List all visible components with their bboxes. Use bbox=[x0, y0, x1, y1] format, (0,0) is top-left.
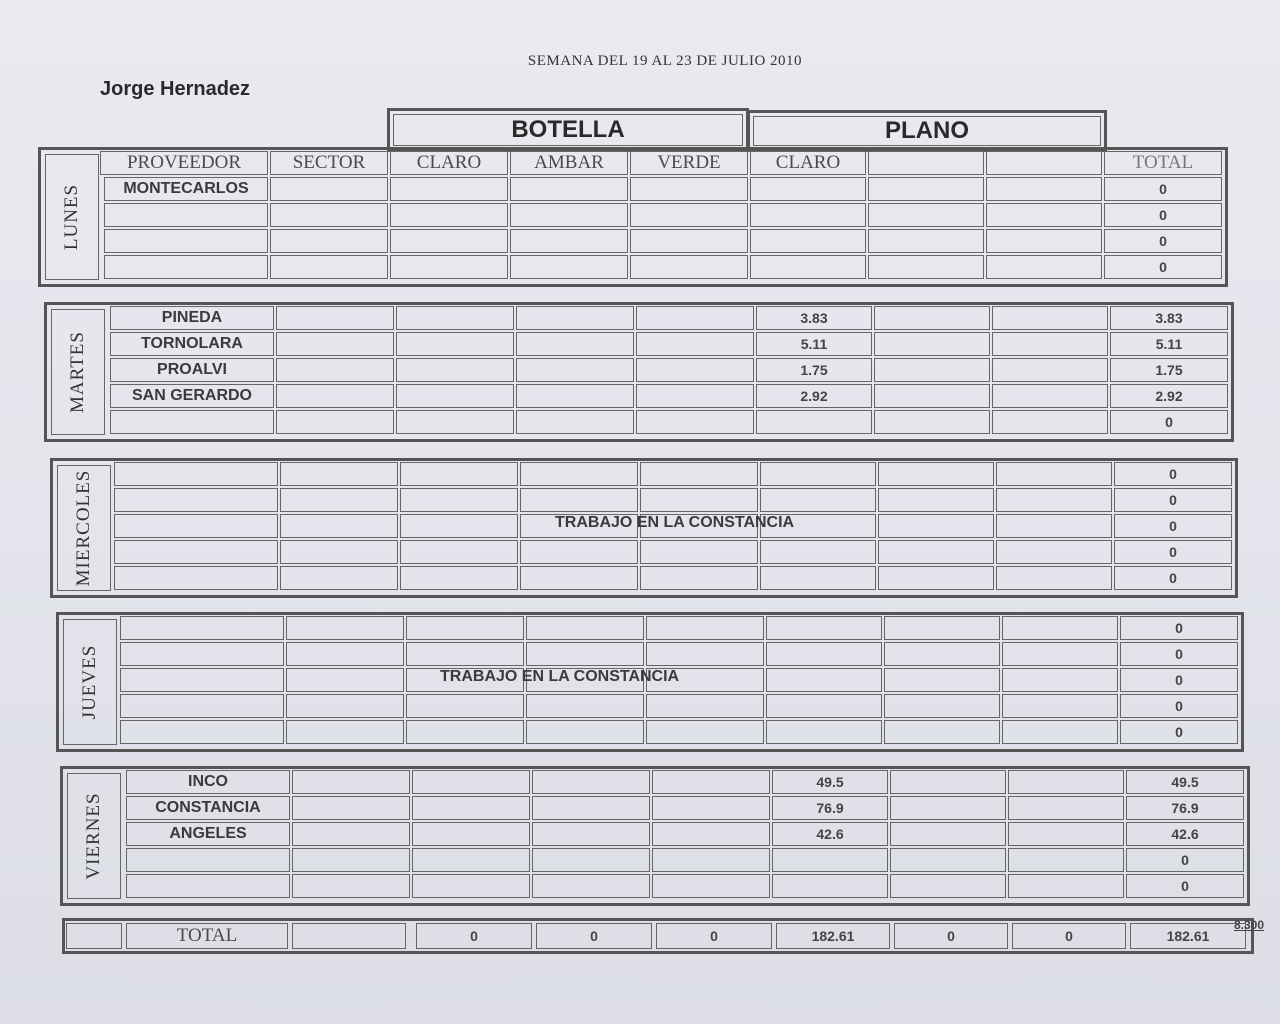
table-cell bbox=[406, 694, 524, 718]
group-plano bbox=[747, 110, 1107, 152]
proveedor-cell bbox=[120, 616, 284, 640]
table-cell bbox=[292, 848, 410, 872]
proveedor-cell bbox=[104, 255, 268, 279]
column-header: TOTAL bbox=[1104, 151, 1222, 175]
table-cell bbox=[996, 488, 1112, 512]
day-label bbox=[51, 309, 105, 435]
table-cell bbox=[890, 874, 1006, 898]
proveedor-cell: CONSTANCIA bbox=[126, 796, 290, 820]
table-cell bbox=[868, 229, 984, 253]
day-label bbox=[67, 773, 121, 899]
side-number: 8.300 bbox=[1234, 918, 1265, 932]
table-cell bbox=[400, 488, 518, 512]
table-cell bbox=[292, 822, 410, 846]
table-cell bbox=[884, 668, 1000, 692]
column-header bbox=[868, 151, 984, 175]
table-cell bbox=[280, 566, 398, 590]
column-total-cell: 0 bbox=[894, 923, 1008, 949]
plano-claro-cell bbox=[766, 616, 882, 640]
table-cell bbox=[986, 203, 1102, 227]
row-total-cell: 0 bbox=[1120, 642, 1238, 666]
plano-claro-cell bbox=[772, 874, 888, 898]
table-cell bbox=[270, 177, 388, 201]
table-cell bbox=[516, 384, 634, 408]
column-header: PROVEEDOR bbox=[100, 151, 268, 175]
column-total-cell: 0 bbox=[1012, 923, 1126, 949]
table-cell bbox=[280, 488, 398, 512]
table-cell bbox=[890, 822, 1006, 846]
table-cell bbox=[878, 514, 994, 538]
table-cell bbox=[884, 616, 1000, 640]
plano-claro-cell: 49.5 bbox=[772, 770, 888, 794]
plano-claro-cell bbox=[766, 694, 882, 718]
table-cell bbox=[992, 332, 1108, 356]
proveedor-cell bbox=[120, 668, 284, 692]
group-botella bbox=[387, 108, 749, 152]
column-total-cell: 0 bbox=[536, 923, 652, 949]
table-cell bbox=[630, 255, 748, 279]
proveedor-cell bbox=[114, 462, 278, 486]
proveedor-cell: MONTECARLOS bbox=[104, 177, 268, 201]
proveedor-cell: ANGELES bbox=[126, 822, 290, 846]
table-cell bbox=[636, 384, 754, 408]
table-cell bbox=[390, 177, 508, 201]
table-cell bbox=[996, 514, 1112, 538]
plano-claro-cell bbox=[750, 255, 866, 279]
day-name: LUNES bbox=[61, 183, 82, 251]
proveedor-cell bbox=[114, 566, 278, 590]
table-cell bbox=[286, 642, 404, 666]
table-cell bbox=[532, 796, 650, 820]
table-cell bbox=[1002, 668, 1118, 692]
plano-claro-cell bbox=[756, 410, 872, 434]
table-cell bbox=[286, 668, 404, 692]
totals-label: TOTAL bbox=[126, 923, 288, 949]
table-cell bbox=[630, 229, 748, 253]
table-cell bbox=[652, 848, 770, 872]
plano-claro-cell bbox=[760, 566, 876, 590]
table-cell bbox=[526, 616, 644, 640]
row-total-cell: 3.83 bbox=[1110, 306, 1228, 330]
proveedor-cell bbox=[104, 229, 268, 253]
table-cell bbox=[276, 358, 394, 382]
table-cell bbox=[396, 410, 514, 434]
table-cell bbox=[646, 720, 764, 744]
plano-claro-cell bbox=[766, 720, 882, 744]
proveedor-cell bbox=[114, 488, 278, 512]
table-cell bbox=[520, 488, 638, 512]
table-cell bbox=[516, 332, 634, 356]
proveedor-cell bbox=[114, 540, 278, 564]
table-cell bbox=[1008, 874, 1124, 898]
proveedor-cell: TORNOLARA bbox=[110, 332, 274, 356]
table-cell bbox=[884, 694, 1000, 718]
table-cell bbox=[396, 358, 514, 382]
table-cell bbox=[874, 306, 990, 330]
day-name: MIERCOLES bbox=[73, 469, 94, 587]
row-total-cell: 0 bbox=[1120, 668, 1238, 692]
table-cell bbox=[286, 616, 404, 640]
column-header bbox=[986, 151, 1102, 175]
table-cell bbox=[1002, 642, 1118, 666]
table-cell bbox=[292, 874, 410, 898]
table-cell bbox=[510, 203, 628, 227]
row-total-cell: 42.6 bbox=[1126, 822, 1244, 846]
table-cell bbox=[516, 306, 634, 330]
day-label bbox=[63, 619, 117, 745]
table-cell bbox=[1002, 720, 1118, 744]
table-cell bbox=[878, 488, 994, 512]
table-cell bbox=[286, 694, 404, 718]
table-cell bbox=[516, 410, 634, 434]
row-total-cell: 0 bbox=[1126, 874, 1244, 898]
table-cell bbox=[652, 822, 770, 846]
row-total-cell: 0 bbox=[1120, 694, 1238, 718]
table-cell bbox=[640, 488, 758, 512]
table-cell bbox=[276, 306, 394, 330]
plano-claro-cell bbox=[760, 488, 876, 512]
column-total-cell: 182.61 bbox=[1130, 923, 1246, 949]
table-cell bbox=[286, 720, 404, 744]
table-cell bbox=[270, 255, 388, 279]
table-cell bbox=[868, 177, 984, 201]
week-title: SEMANA DEL 19 AL 23 DE JULIO 2010 bbox=[527, 53, 803, 69]
table-cell bbox=[532, 770, 650, 794]
plano-claro-cell: 1.75 bbox=[756, 358, 872, 382]
table-cell bbox=[874, 358, 990, 382]
table-cell bbox=[878, 540, 994, 564]
table-cell bbox=[292, 770, 410, 794]
table-cell bbox=[890, 796, 1006, 820]
table-cell bbox=[630, 203, 748, 227]
table-cell bbox=[868, 203, 984, 227]
table-cell bbox=[652, 796, 770, 820]
table-cell bbox=[868, 255, 984, 279]
table-cell bbox=[652, 770, 770, 794]
table-cell bbox=[996, 566, 1112, 590]
column-total-cell: 0 bbox=[416, 923, 532, 949]
table-cell bbox=[986, 229, 1102, 253]
table-cell bbox=[390, 203, 508, 227]
plano-claro-cell bbox=[760, 540, 876, 564]
table-cell bbox=[406, 616, 524, 640]
row-total-cell: 2.92 bbox=[1110, 384, 1228, 408]
table-cell bbox=[396, 332, 514, 356]
table-cell bbox=[276, 410, 394, 434]
table-cell bbox=[996, 462, 1112, 486]
table-cell bbox=[412, 770, 530, 794]
day-label bbox=[45, 154, 99, 280]
row-total-cell: 0 bbox=[1104, 177, 1222, 201]
plano-claro-cell: 5.11 bbox=[756, 332, 872, 356]
table-cell bbox=[280, 514, 398, 538]
table-cell bbox=[400, 462, 518, 486]
plano-claro-cell bbox=[750, 177, 866, 201]
table-cell bbox=[526, 720, 644, 744]
row-total-cell: 0 bbox=[1126, 848, 1244, 872]
table-cell bbox=[636, 306, 754, 330]
table-cell bbox=[520, 540, 638, 564]
table-cell bbox=[520, 566, 638, 590]
table-cell bbox=[646, 616, 764, 640]
column-header: CLARO bbox=[750, 151, 866, 175]
table-cell bbox=[996, 540, 1112, 564]
day-label bbox=[57, 465, 111, 591]
table-cell bbox=[1002, 616, 1118, 640]
table-cell bbox=[636, 410, 754, 434]
plano-claro-cell: 3.83 bbox=[756, 306, 872, 330]
totals-blank-cell bbox=[66, 923, 122, 949]
proveedor-cell: PROALVI bbox=[110, 358, 274, 382]
row-total-cell: 49.5 bbox=[1126, 770, 1244, 794]
row-total-cell: 0 bbox=[1114, 462, 1232, 486]
table-cell bbox=[390, 229, 508, 253]
table-cell bbox=[636, 332, 754, 356]
table-cell bbox=[636, 358, 754, 382]
row-total-cell: 0 bbox=[1114, 540, 1232, 564]
table-cell bbox=[1008, 822, 1124, 846]
table-cell bbox=[276, 384, 394, 408]
row-total-cell: 0 bbox=[1104, 229, 1222, 253]
table-cell bbox=[526, 642, 644, 666]
table-cell bbox=[874, 410, 990, 434]
proveedor-cell bbox=[126, 874, 290, 898]
table-cell bbox=[992, 306, 1108, 330]
table-cell bbox=[646, 642, 764, 666]
table-cell bbox=[412, 822, 530, 846]
table-cell bbox=[992, 384, 1108, 408]
table-cell bbox=[874, 384, 990, 408]
table-cell bbox=[884, 720, 1000, 744]
table-cell bbox=[292, 796, 410, 820]
proveedor-cell: INCO bbox=[126, 770, 290, 794]
row-total-cell: 1.75 bbox=[1110, 358, 1228, 382]
column-header: AMBAR bbox=[510, 151, 628, 175]
plano-claro-cell bbox=[750, 203, 866, 227]
table-cell bbox=[890, 770, 1006, 794]
table-cell bbox=[532, 848, 650, 872]
column-header: VERDE bbox=[630, 151, 748, 175]
table-cell bbox=[270, 229, 388, 253]
table-cell bbox=[640, 540, 758, 564]
row-total-cell: 0 bbox=[1120, 616, 1238, 640]
table-cell bbox=[986, 255, 1102, 279]
plano-claro-cell: 42.6 bbox=[772, 822, 888, 846]
table-cell bbox=[396, 306, 514, 330]
group-botella-label: BOTELLA bbox=[393, 114, 743, 146]
table-cell bbox=[532, 822, 650, 846]
row-total-cell: 0 bbox=[1104, 255, 1222, 279]
plano-claro-cell bbox=[766, 668, 882, 692]
row-total-cell: 0 bbox=[1114, 566, 1232, 590]
row-total-cell: 0 bbox=[1110, 410, 1228, 434]
table-cell bbox=[1008, 848, 1124, 872]
table-cell bbox=[510, 229, 628, 253]
plano-claro-cell: 76.9 bbox=[772, 796, 888, 820]
person-name: Jorge Hernadez bbox=[100, 78, 251, 100]
group-plano-label: PLANO bbox=[753, 116, 1101, 146]
table-cell bbox=[526, 694, 644, 718]
table-cell bbox=[646, 694, 764, 718]
row-total-cell: 76.9 bbox=[1126, 796, 1244, 820]
table-cell bbox=[396, 384, 514, 408]
column-header: CLARO bbox=[390, 151, 508, 175]
table-cell bbox=[406, 720, 524, 744]
row-total-cell: 5.11 bbox=[1110, 332, 1228, 356]
table-cell bbox=[516, 358, 634, 382]
proveedor-cell bbox=[110, 410, 274, 434]
day-name: MARTES bbox=[67, 331, 88, 413]
table-cell bbox=[510, 255, 628, 279]
table-cell bbox=[406, 642, 524, 666]
proveedor-cell: SAN GERARDO bbox=[110, 384, 274, 408]
proveedor-cell bbox=[114, 514, 278, 538]
row-total-cell: 0 bbox=[1120, 720, 1238, 744]
proveedor-cell: PINEDA bbox=[110, 306, 274, 330]
table-cell bbox=[276, 332, 394, 356]
plano-claro-cell bbox=[750, 229, 866, 253]
plano-claro-cell bbox=[766, 642, 882, 666]
table-cell bbox=[652, 874, 770, 898]
day-note: TRABAJO EN LA CONSTANCIA bbox=[555, 514, 795, 531]
table-cell bbox=[280, 462, 398, 486]
table-cell bbox=[640, 462, 758, 486]
table-cell bbox=[640, 566, 758, 590]
table-cell bbox=[1008, 796, 1124, 820]
plano-claro-cell: 2.92 bbox=[756, 384, 872, 408]
table-cell bbox=[270, 203, 388, 227]
table-cell bbox=[890, 848, 1006, 872]
proveedor-cell bbox=[126, 848, 290, 872]
table-cell bbox=[630, 177, 748, 201]
table-cell bbox=[280, 540, 398, 564]
table-cell bbox=[992, 410, 1108, 434]
plano-claro-cell bbox=[772, 848, 888, 872]
table-cell bbox=[986, 177, 1102, 201]
table-cell bbox=[878, 462, 994, 486]
table-cell bbox=[878, 566, 994, 590]
totals-blank-cell bbox=[292, 923, 406, 949]
row-total-cell: 0 bbox=[1114, 488, 1232, 512]
plano-claro-cell bbox=[760, 462, 876, 486]
table-cell bbox=[532, 874, 650, 898]
table-cell bbox=[390, 255, 508, 279]
table-cell bbox=[400, 514, 518, 538]
table-cell bbox=[412, 874, 530, 898]
proveedor-cell bbox=[120, 694, 284, 718]
proveedor-cell bbox=[120, 642, 284, 666]
table-cell bbox=[400, 566, 518, 590]
proveedor-cell bbox=[120, 720, 284, 744]
column-total-cell: 182.61 bbox=[776, 923, 890, 949]
table-cell bbox=[992, 358, 1108, 382]
table-cell bbox=[510, 177, 628, 201]
table-cell bbox=[520, 462, 638, 486]
table-cell bbox=[412, 848, 530, 872]
row-total-cell: 0 bbox=[1104, 203, 1222, 227]
column-total-cell: 0 bbox=[656, 923, 772, 949]
row-total-cell: 0 bbox=[1114, 514, 1232, 538]
table-cell bbox=[400, 540, 518, 564]
table-cell bbox=[874, 332, 990, 356]
day-name: JUEVES bbox=[79, 644, 100, 720]
table-cell bbox=[884, 642, 1000, 666]
day-name: VIERNES bbox=[83, 792, 104, 880]
table-cell bbox=[412, 796, 530, 820]
table-cell bbox=[1002, 694, 1118, 718]
table-cell bbox=[1008, 770, 1124, 794]
column-header: SECTOR bbox=[270, 151, 388, 175]
day-note: TRABAJO EN LA CONSTANCIA bbox=[440, 668, 680, 685]
proveedor-cell bbox=[104, 203, 268, 227]
